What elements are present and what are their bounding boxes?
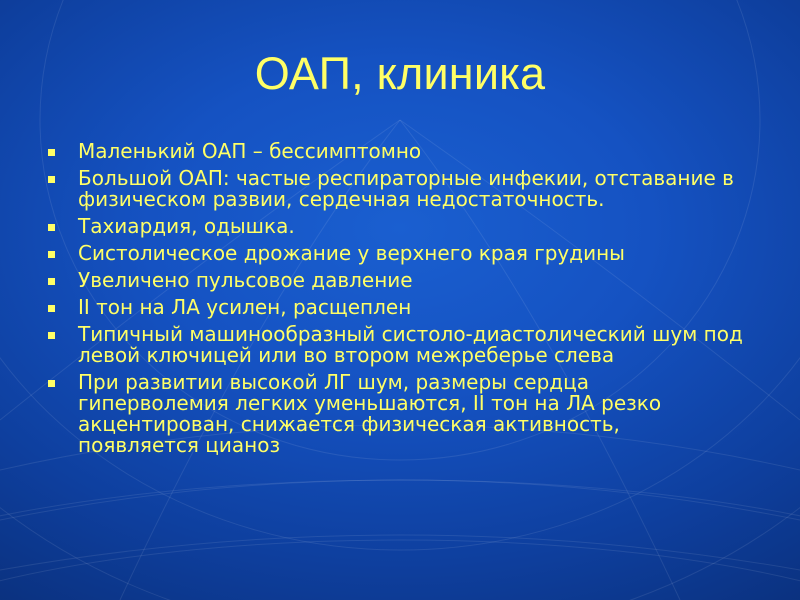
bullet-item bbox=[46, 297, 746, 318]
square-bullet-icon bbox=[48, 305, 55, 312]
bullet-item bbox=[46, 216, 746, 237]
square-bullet-icon bbox=[48, 278, 55, 285]
bullet-item bbox=[46, 243, 746, 264]
bullet-item bbox=[46, 141, 746, 162]
square-bullet-icon bbox=[48, 332, 55, 339]
bullet-text: Маленький ОАП – бессимптомно bbox=[78, 139, 422, 163]
bullet-text: Типичный машинообразный систоло-диастолический шум под левой ключицей или во втором межреберье слева bbox=[78, 322, 743, 367]
bullet-item bbox=[46, 372, 746, 456]
square-bullet-icon bbox=[48, 149, 55, 156]
bullet-text: Тахиардия, одышка. bbox=[78, 214, 295, 238]
square-bullet-icon bbox=[48, 380, 55, 387]
bullet-item bbox=[46, 168, 746, 210]
slide-title: ОАП, клиника bbox=[254, 48, 546, 99]
bullet-item bbox=[46, 270, 746, 291]
bullet-text: Большой ОАП: частые респираторные инфекии, отставание в физическом развии, сердечная недостаточность. bbox=[78, 166, 734, 211]
bullet-list bbox=[46, 141, 746, 462]
square-bullet-icon bbox=[48, 176, 55, 183]
bullet-text: Увеличено пульсовое давление bbox=[78, 268, 413, 292]
square-bullet-icon bbox=[48, 224, 55, 231]
bullet-text: При развитии высокой ЛГ шум, размеры сердца гиперволемия легких уменьшаются, II тон на ЛА резко акцентирован, снижается физическая активность, появляется цианоз bbox=[78, 370, 662, 457]
bullet-text: Систолическое дрожание у верхнего края грудины bbox=[78, 241, 625, 265]
square-bullet-icon bbox=[48, 251, 55, 258]
bullet-item bbox=[46, 324, 746, 366]
bullet-text: II тон на ЛА усилен, расщеплен bbox=[78, 295, 412, 319]
